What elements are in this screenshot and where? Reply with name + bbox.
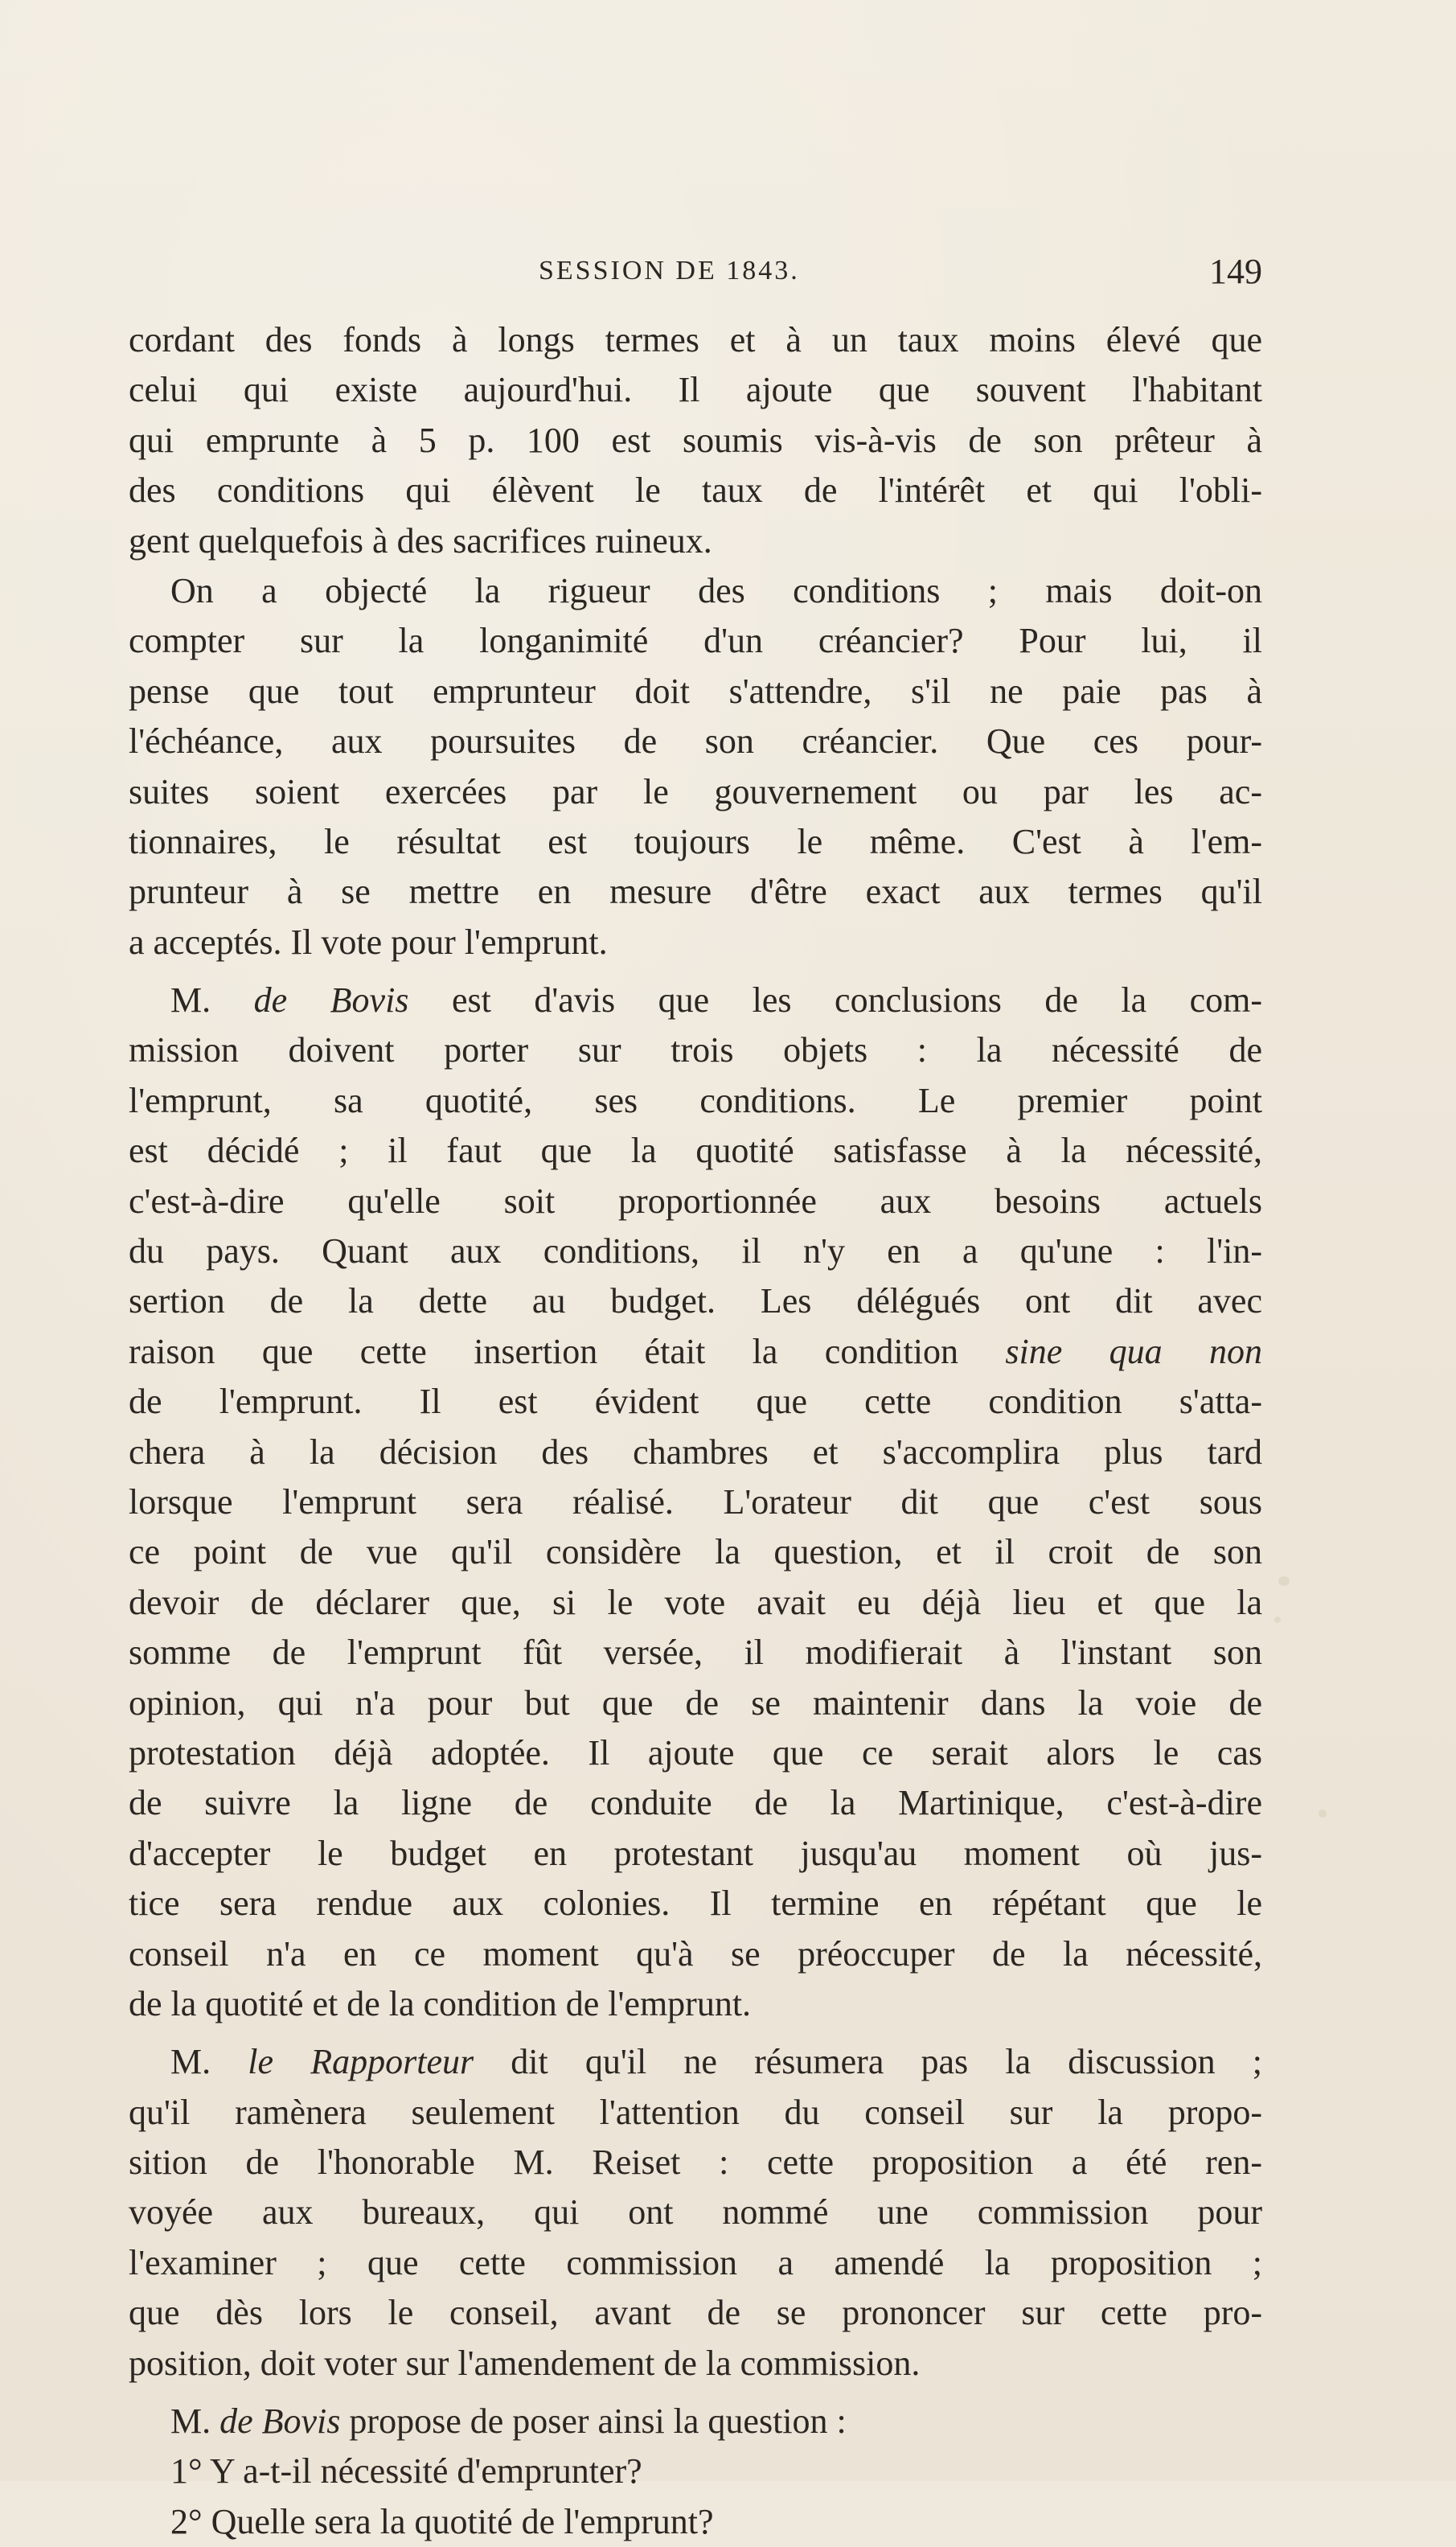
paper-stain — [1274, 1617, 1281, 1623]
speaker-name: de Bovis — [253, 980, 409, 1021]
question-item: 1° Y a-t-il nécessité d'emprunter? — [170, 2451, 642, 2492]
text-line: voyée aux bureaux, qui ont nommé une commission pour — [129, 2192, 1262, 2233]
speaker-title: M. — [170, 2401, 211, 2442]
text-line: mission doivent porter sur trois objets : la nécessité de — [129, 1030, 1262, 1070]
text-line: du pays. Quant aux conditions, il n'y en a qu'une : l'in- — [129, 1231, 1262, 1271]
text-line: lorsque l'emprunt sera réalisé. L'orateur dit que c'est sous — [129, 1481, 1262, 1522]
text-line: gent quelquefois à des sacrifices ruineux. — [129, 520, 712, 561]
text-line: que dès lors le conseil, avant de se prononcer sur cette pro- — [129, 2293, 1262, 2333]
text-span: propose de poser ainsi la question : — [349, 2401, 847, 2442]
paragraph — [129, 2037, 1262, 2389]
text-line: l'emprunt, sa quotité, ses conditions. Le premier point — [129, 1080, 1262, 1120]
text-line: prunteur à se mettre en mesure d'être exact aux termes qu'il — [129, 872, 1262, 912]
running-head — [129, 252, 1262, 304]
running-title: SESSION DE 1843. — [539, 256, 800, 286]
text-line: protestation déjà adoptée. Il ajoute que ce serait alors le cas — [129, 1732, 1262, 1773]
text-line: compter sur la longanimité d'un créancier? Pour lui, il — [129, 621, 1262, 661]
text-line: suites soient exercées par le gouvernement ou par les ac- — [129, 771, 1262, 811]
speaker-name: le Rapporteur — [248, 2042, 474, 2082]
text-line: tice sera rendue aux colonies. Il termine en répétant que le — [129, 1884, 1262, 1924]
text-line: chera à la décision des chambres et s'accomplira plus tard — [129, 1432, 1262, 1472]
text-line: des conditions qui élèvent le taux de l'intérêt et qui l'obli- — [129, 470, 1262, 511]
page-number: 149 — [1209, 252, 1262, 291]
text-line: l'échéance, aux poursuites de son créancier. Que ces pour- — [129, 721, 1262, 762]
text-line: d'accepter le budget en protestant jusqu'au moment où jus- — [129, 1833, 1262, 1873]
text-line: ce point de vue qu'il considère la question, et il croit de son — [129, 1532, 1262, 1572]
paragraph — [129, 315, 1262, 566]
text-line: de l'emprunt. Il est évident que cette condition s'atta- — [129, 1382, 1262, 1422]
text-line: somme de l'emprunt fût versée, il modifierait à l'instant son — [129, 1633, 1262, 1673]
latin-phrase: sine qua non — [1005, 1331, 1262, 1371]
paragraph — [129, 2397, 1262, 2547]
text-line: conseil n'a en ce moment qu'à se préoccuper de la nécessité, — [129, 1933, 1262, 1974]
text-span: raison que cette insertion était la condition — [129, 1331, 958, 1371]
text-line: de suivre la ligne de conduite de la Martinique, c'est-à-dire — [129, 1783, 1262, 1823]
text-line — [129, 2397, 1262, 2446]
question-item: 2° Quelle sera la quotité de l'emprunt? — [170, 2501, 714, 2541]
text-line — [129, 1327, 1262, 1377]
speaker-name: de Bovis — [219, 2401, 341, 2442]
text-line: l'examiner ; que cette commission a amendé la proposition ; — [129, 2242, 1262, 2282]
text-line: sertion de la dette au budget. Les délégués ont dit avec — [129, 1281, 1262, 1321]
text-line — [129, 2037, 1262, 2087]
body-text — [129, 315, 1262, 2547]
text-line: est décidé ; il faut que la quotité satisfasse à la nécessité, — [129, 1131, 1262, 1171]
text-line: devoir de déclarer que, si le vote avait eu déjà lieu et que la — [129, 1582, 1262, 1622]
text-line: c'est-à-dire qu'elle soit proportionnée aux besoins actuels — [129, 1181, 1262, 1221]
text-line: tionnaires, le résultat est toujours le même. C'est à l'em- — [129, 821, 1262, 861]
text-line: celui qui existe aujourd'hui. Il ajoute que souvent l'habitant — [129, 370, 1262, 410]
text-line: pense que tout emprunteur doit s'attendre, s'il ne paie pas à — [129, 671, 1262, 711]
speaker-title: M. — [170, 980, 211, 1021]
speaker-title: M. — [170, 2042, 211, 2082]
paragraph — [129, 566, 1262, 967]
text-line: sition de l'honorable M. Reiset : cette proposition a été ren- — [129, 2142, 1262, 2183]
text-line: de la quotité et de la condition de l'emprunt. — [129, 1983, 752, 2023]
text-line: qui emprunte à 5 p. 100 est soumis vis-à-vis de son prêteur à — [129, 420, 1262, 460]
text-line: a acceptés. Il vote pour l'emprunt. — [129, 922, 608, 962]
paragraph — [129, 976, 1262, 2029]
text-line: qu'il ramènera seulement l'attention du conseil sur la propo- — [129, 2092, 1262, 2132]
text-line: On a objecté la rigueur des conditions ; mais doit-on — [170, 570, 1262, 610]
text-span: est d'avis que les conclusions de la com- — [451, 980, 1262, 1021]
paper-stain — [1278, 1576, 1290, 1586]
paper-stain — [1319, 1810, 1327, 1818]
text-line — [129, 976, 1262, 1025]
text-line: cordant des fonds à longs termes et à un taux moins élevé que — [129, 320, 1262, 359]
text-line: opinion, qui n'a pour but que de se maintenir dans la voie de — [129, 1682, 1262, 1723]
text-span: dit qu'il ne résumera pas la discussion ; — [511, 2042, 1262, 2082]
text-line: position, doit voter sur l'amendement de la commission. — [129, 2343, 921, 2383]
